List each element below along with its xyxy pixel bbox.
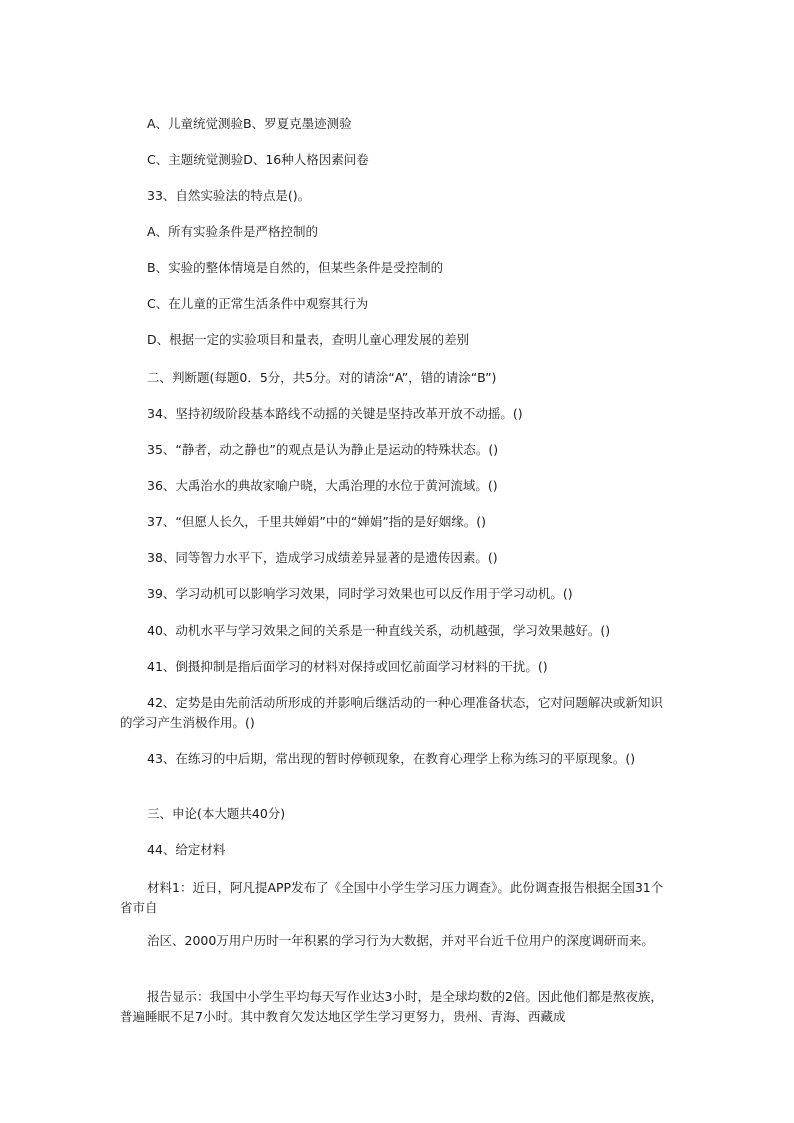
question-43: 43、在练习的中后期，常出现的暂时停顿现象，在教育心理学上称为练习的平原现象。() [147,751,636,766]
option-line: A、所有实验条件是严格控制的 [147,224,319,239]
question-35: 35、“静者，动之静也”的观点是认为静止是运动的特殊状态。() [147,442,499,457]
question-42: 42、定势是由先前活动所形成的并影响后继活动的一种心理准备状态，它对问题解决或新知识的学习产生消极作用。() [120,695,663,730]
question-44: 44、给定材料 [147,842,226,857]
section-3-heading: 三、申论(本大题共40分) [147,806,286,821]
material-paragraph: 材料1：近日，阿凡提APP发布了《全国中小学生学习压力调查》。此份调查报告根据全国31个省市自 [120,880,664,915]
question-40: 40、动机水平与学习效果之间的关系是一种直线关系，动机越强，学习效果越好。() [147,623,611,638]
option-line: C、在儿童的正常生活条件中观察其行为 [147,296,369,311]
question-34: 34、坚持初级阶段基本路线不动摇的关键是坚持改革开放不动摇。() [147,406,523,421]
question-41: 41、倒摄抑制是指后面学习的材料对保持或回忆前面学习材料的干扰。() [147,659,548,674]
option-line: C、主题统觉测验D、16种人格因素问卷 [147,152,369,167]
question-33: 33、自然实验法的特点是()。 [147,188,311,203]
option-line: B、实验的整体情境是自然的，但某些条件是受控制的 [147,260,444,275]
section-2-heading: 二、判断题(每题0．5分，共5分。对的请涂“A”，错的请涂“B”) [147,370,497,385]
question-37: 37、“但愿人长久，千里共婵娟”中的“婵娟”指的是好姻缘。() [147,514,487,529]
question-39: 39、学习动机可以影响学习效果，同时学习效果也可以反作用于学习动机。() [147,586,573,601]
option-line: A、儿童统觉测验B、罗夏克墨迹测验 [147,116,352,131]
option-line: D、根据一定的实验项目和量表，查明儿童心理发展的差别 [147,332,470,347]
material-paragraph: 报告显示：我国中小学生平均每天写作业达3小时，是全球均数的2倍。因此他们都是熬夜族，普遍睡眠不足7小时。其中教育欠发达地区学生学习更努力，贵州、青海、西藏成 [120,989,663,1024]
question-38: 38、同等智力水平下，造成学习成绩差异显著的是遗传因素。() [147,550,498,565]
question-36: 36、大禹治水的典故家喻户晓，大禹治理的水位于黄河流域。() [147,478,498,493]
material-paragraph: 治区、2000万用户历时一年积累的学习行为大数据，并对平台近千位用户的深度调研而来。 [147,933,654,948]
